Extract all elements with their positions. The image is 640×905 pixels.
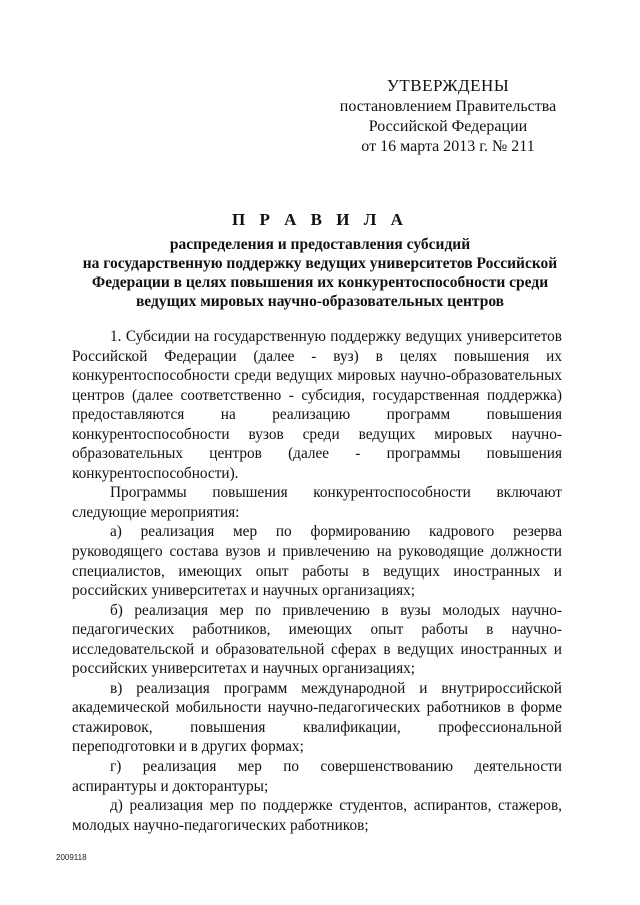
subtitle-line: на государственную поддержку ведущих университетов Российской [82, 255, 558, 272]
list-item-d: д) реализация мер по поддержке студентов, аспирантов, стажеров, молодых научно-педагогических работников; [72, 797, 562, 834]
subtitle-line: распределения и предоставления субсидий [169, 236, 471, 253]
subtitle-line: Федерации в целях повышения их конкурентоспособности среди [91, 274, 549, 291]
paragraph-programs-intro: Программы повышения конкурентоспособности включают следующие мероприятия: [72, 484, 562, 521]
approval-line: постановлением Правительства [339, 98, 557, 115]
document-subtitle [70, 235, 570, 311]
approval-stamp [318, 76, 578, 157]
document-title: П Р А В И Л А [232, 210, 408, 229]
footer-document-code: 2009118 [56, 853, 87, 862]
subtitle-line: ведущих мировых научно-образовательных центров [135, 293, 505, 310]
approval-line: Российской Федерации [368, 118, 528, 135]
list-item-b: б) реализация мер по привлечению в вузы молодых научно-педагогических работников, имеющих опыт работы в научно-исследовательской и образовательной сферах в ведущих иностранных и российских университетах и научных организациях; [72, 601, 562, 678]
list-item-g: г) реализация мер по совершенствованию деятельности аспирантуры и докторантуры; [72, 758, 562, 795]
approval-date-number: от 16 марта 2013 г. № 211 [361, 138, 535, 155]
approval-title: УТВЕРЖДЕНЫ [386, 76, 510, 95]
document-body [72, 327, 562, 835]
list-item-a: а) реализация мер по формированию кадрового резерва руководящего состава вузов и привлечению на руководящие должности специалистов, имеющих опыт работы в ведущих иностранных и российских университетах и научных организациях; [72, 523, 562, 600]
list-item-v: в) реализация программ международной и внутрироссийской академической мобильности научно-педагогических работников в форме стажировок, повышения квалификации, профессиональной переподготовки и в других формах; [72, 679, 562, 756]
paragraph-1: 1. Субсидии на государственную поддержку ведущих университетов Российской Федерации (далее - вуз) в целях повышения их конкурентоспособности среди ведущих мировых научно-образовательных центров (далее соответственно - субсидия, государственная поддержка) предоставляются на реализацию программ повышения конкурентоспособности вузов среди ведущих мировых научно-образовательных центров (далее - программы повышения конкурентоспособности). [72, 328, 562, 482]
